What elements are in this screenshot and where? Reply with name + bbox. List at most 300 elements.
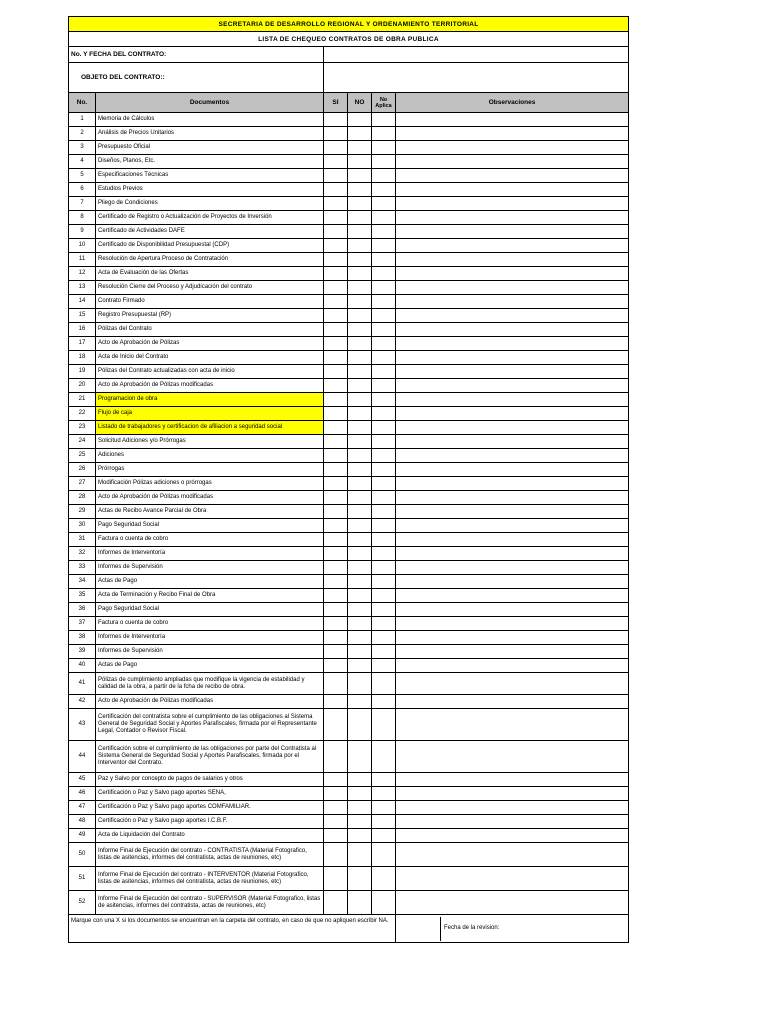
contract-object-label — [69, 63, 324, 93]
row-check-no[interactable] — [348, 575, 372, 589]
row-document: Modificación Pólizas adiciones o prórrogas — [96, 477, 324, 491]
table-row — [69, 589, 629, 603]
row-check-no[interactable] — [348, 421, 372, 435]
table-row — [69, 547, 629, 561]
row-number: 7 — [69, 197, 96, 211]
row-check-no-aplica[interactable] — [372, 617, 396, 631]
row-document: Especificaciones Técnicas — [96, 169, 324, 183]
table-row — [69, 225, 629, 239]
row-check-no[interactable] — [348, 449, 372, 463]
row-check-si[interactable] — [324, 843, 348, 867]
row-document: Estudios Previos — [96, 183, 324, 197]
row-check-si[interactable] — [324, 891, 348, 915]
row-document: Actas de Pago — [96, 659, 324, 673]
row-number: 32 — [69, 547, 96, 561]
row-check-no-aplica[interactable] — [372, 815, 396, 829]
row-check-si[interactable] — [324, 815, 348, 829]
row-check-no-aplica[interactable] — [372, 575, 396, 589]
row-check-si[interactable] — [324, 463, 348, 477]
row-check-si[interactable] — [324, 645, 348, 659]
row-check-si[interactable] — [324, 295, 348, 309]
row-check-no-aplica[interactable] — [372, 253, 396, 267]
table-row — [69, 709, 629, 741]
row-observaciones[interactable] — [396, 155, 629, 169]
table-row — [69, 155, 629, 169]
row-check-no[interactable] — [348, 239, 372, 253]
row-number: 12 — [69, 267, 96, 281]
row-check-no-aplica[interactable] — [372, 281, 396, 295]
row-check-no-aplica[interactable] — [372, 631, 396, 645]
row-observaciones[interactable] — [396, 211, 629, 225]
row-check-no-aplica[interactable] — [372, 323, 396, 337]
row-check-si[interactable] — [324, 603, 348, 617]
row-check-no-aplica[interactable] — [372, 659, 396, 673]
row-number: 43 — [69, 709, 96, 741]
row-check-si[interactable] — [324, 491, 348, 505]
row-check-no-aplica[interactable] — [372, 787, 396, 801]
row-number: 8 — [69, 211, 96, 225]
row-check-no-aplica[interactable] — [372, 393, 396, 407]
row-observaciones[interactable] — [396, 843, 629, 867]
row-number: 22 — [69, 407, 96, 421]
row-observaciones[interactable] — [396, 267, 629, 281]
row-observaciones[interactable] — [396, 337, 629, 351]
row-document: Resolución de Apertura Proceso de Contratación — [96, 253, 324, 267]
row-check-si[interactable] — [324, 393, 348, 407]
row-check-si[interactable] — [324, 709, 348, 741]
row-observaciones[interactable] — [396, 505, 629, 519]
row-check-no[interactable] — [348, 337, 372, 351]
footer-row — [69, 915, 629, 943]
row-check-no[interactable] — [348, 295, 372, 309]
row-check-si[interactable] — [324, 561, 348, 575]
row-check-no[interactable] — [348, 741, 372, 773]
row-number: 31 — [69, 533, 96, 547]
row-check-si[interactable] — [324, 829, 348, 843]
row-check-no-aplica[interactable] — [372, 197, 396, 211]
row-number: 39 — [69, 645, 96, 659]
row-check-no-aplica[interactable] — [372, 309, 396, 323]
row-number: 41 — [69, 673, 96, 695]
row-observaciones[interactable] — [396, 281, 629, 295]
row-document: Certificación o Paz y Salvo pago aportes SENA, — [96, 787, 324, 801]
row-check-si[interactable] — [324, 211, 348, 225]
row-observaciones[interactable] — [396, 645, 629, 659]
row-check-si[interactable] — [324, 253, 348, 267]
row-observaciones[interactable] — [396, 225, 629, 239]
row-check-no[interactable] — [348, 225, 372, 239]
row-check-no[interactable] — [348, 491, 372, 505]
list-title: LISTA DE CHEQUEO CONTRATOS DE OBRA PUBLICA — [69, 32, 629, 47]
row-document: Informes de Interventoría — [96, 547, 324, 561]
row-document: Memoria de Cálculos — [96, 113, 324, 127]
row-check-si[interactable] — [324, 169, 348, 183]
table-row — [69, 891, 629, 915]
table-row — [69, 197, 629, 211]
row-document: Programacion de obra — [96, 393, 324, 407]
row-check-no-aplica[interactable] — [372, 773, 396, 787]
row-document: Factura o cuenta de cobro — [96, 617, 324, 631]
row-check-no[interactable] — [348, 309, 372, 323]
row-document: Pólizas del Contrato actualizadas con acta de inicio — [96, 365, 324, 379]
row-observaciones[interactable] — [396, 659, 629, 673]
row-check-si[interactable] — [324, 505, 348, 519]
row-check-no-aplica[interactable] — [372, 421, 396, 435]
row-check-no-aplica[interactable] — [372, 337, 396, 351]
row-check-si[interactable] — [324, 183, 348, 197]
row-check-si[interactable] — [324, 695, 348, 709]
row-check-si[interactable] — [324, 547, 348, 561]
row-observaciones[interactable] — [396, 449, 629, 463]
row-observaciones[interactable] — [396, 365, 629, 379]
table-row — [69, 645, 629, 659]
checklist-sheet — [68, 16, 628, 943]
row-observaciones[interactable] — [396, 673, 629, 695]
row-check-si[interactable] — [324, 267, 348, 281]
row-check-no-aplica[interactable] — [372, 379, 396, 393]
row-number: 11 — [69, 253, 96, 267]
row-observaciones[interactable] — [396, 787, 629, 801]
table-row — [69, 843, 629, 867]
row-check-no[interactable] — [348, 631, 372, 645]
row-check-no-aplica[interactable] — [372, 741, 396, 773]
row-observaciones[interactable] — [396, 379, 629, 393]
row-check-si[interactable] — [324, 323, 348, 337]
table-row — [69, 113, 629, 127]
row-check-no-aplica[interactable] — [372, 491, 396, 505]
row-check-si[interactable] — [324, 309, 348, 323]
table-row — [69, 575, 629, 589]
row-observaciones[interactable] — [396, 891, 629, 915]
row-check-si[interactable] — [324, 127, 348, 141]
row-check-si[interactable] — [324, 239, 348, 253]
col-header-observaciones: Observaciones — [396, 93, 629, 113]
row-check-no-aplica[interactable] — [372, 435, 396, 449]
row-check-no[interactable] — [348, 113, 372, 127]
row-document: Certificación del contratista sobre el cumplimiento de las obligaciones al Sistema General de Seguridad Social y Aportes Parafiscales, firmada por el Representante Legal, Contador o Revisor Fiscal. — [96, 709, 324, 741]
table-row — [69, 393, 629, 407]
table-row — [69, 801, 629, 815]
row-check-si[interactable] — [324, 741, 348, 773]
row-document: Informes de Supervisión — [96, 561, 324, 575]
row-document: Informes de Interventoría — [96, 631, 324, 645]
table-row — [69, 617, 629, 631]
row-check-si[interactable] — [324, 407, 348, 421]
row-check-no[interactable] — [348, 183, 372, 197]
row-check-no-aplica[interactable] — [372, 867, 396, 891]
row-observaciones[interactable] — [396, 829, 629, 843]
row-check-no-aplica[interactable] — [372, 407, 396, 421]
row-check-si[interactable] — [324, 337, 348, 351]
row-check-no[interactable] — [348, 435, 372, 449]
row-check-no-aplica[interactable] — [372, 365, 396, 379]
row-check-no-aplica[interactable] — [372, 351, 396, 365]
row-document: Acto de Aprobación de Pólizas — [96, 337, 324, 351]
row-observaciones[interactable] — [396, 127, 629, 141]
row-check-si[interactable] — [324, 519, 348, 533]
table-row — [69, 815, 629, 829]
row-check-si[interactable] — [324, 533, 348, 547]
table-row — [69, 829, 629, 843]
row-check-no[interactable] — [348, 365, 372, 379]
row-check-no-aplica[interactable] — [372, 843, 396, 867]
row-check-no-aplica[interactable] — [372, 183, 396, 197]
row-check-no[interactable] — [348, 323, 372, 337]
row-document: Certificado de Registro o Actualización de Proyectos de Inversión — [96, 211, 324, 225]
row-document: Pólizas de cumplimiento ampliadas que modifique la vigencia de estabilidad y calidad de la obra, a partir de la fcha de recibo de obra. — [96, 673, 324, 695]
row-check-si[interactable] — [324, 673, 348, 695]
row-number: 40 — [69, 659, 96, 673]
row-check-no[interactable] — [348, 463, 372, 477]
row-number: 45 — [69, 773, 96, 787]
row-observaciones[interactable] — [396, 463, 629, 477]
table-row — [69, 773, 629, 787]
row-observaciones[interactable] — [396, 113, 629, 127]
row-check-si[interactable] — [324, 477, 348, 491]
row-check-si[interactable] — [324, 351, 348, 365]
row-check-no-aplica[interactable] — [372, 519, 396, 533]
row-number: 18 — [69, 351, 96, 365]
row-observaciones[interactable] — [396, 815, 629, 829]
row-check-si[interactable] — [324, 281, 348, 295]
row-document: Análisis de Precios Unitarios — [96, 127, 324, 141]
row-check-no[interactable] — [348, 561, 372, 575]
row-check-no[interactable] — [348, 891, 372, 915]
row-check-si[interactable] — [324, 631, 348, 645]
row-observaciones[interactable] — [396, 421, 629, 435]
row-observaciones[interactable] — [396, 351, 629, 365]
row-observaciones[interactable] — [396, 631, 629, 645]
row-check-no[interactable] — [348, 617, 372, 631]
table-row — [69, 741, 629, 773]
contract-object-field[interactable] — [324, 63, 629, 93]
row-number: 29 — [69, 505, 96, 519]
row-check-no[interactable] — [348, 773, 372, 787]
row-check-no[interactable] — [348, 407, 372, 421]
contract-number-label-text: No. Y FECHA DEL CONTRATO: — [71, 51, 167, 58]
row-check-no[interactable] — [348, 659, 372, 673]
row-check-si[interactable] — [324, 617, 348, 631]
row-document: Certificación o Paz y Salvo pago aportes I.C.B.F. — [96, 815, 324, 829]
row-observaciones[interactable] — [396, 295, 629, 309]
table-row — [69, 407, 629, 421]
table-row — [69, 183, 629, 197]
table-row — [69, 519, 629, 533]
row-check-no[interactable] — [348, 829, 372, 843]
row-observaciones[interactable] — [396, 533, 629, 547]
row-observaciones[interactable] — [396, 867, 629, 891]
row-number: 21 — [69, 393, 96, 407]
row-document: Factura o cuenta de cobro — [96, 533, 324, 547]
row-check-no[interactable] — [348, 351, 372, 365]
row-document: Registro Presupuestal (RP) — [96, 309, 324, 323]
row-document: Pago Seguridad Social — [96, 603, 324, 617]
row-check-no-aplica[interactable] — [372, 449, 396, 463]
row-check-no[interactable] — [348, 801, 372, 815]
row-check-no[interactable] — [348, 267, 372, 281]
row-observaciones[interactable] — [396, 519, 629, 533]
row-check-no-aplica[interactable] — [372, 127, 396, 141]
row-check-no[interactable] — [348, 253, 372, 267]
row-check-no-aplica[interactable] — [372, 505, 396, 519]
row-check-no-aplica[interactable] — [372, 141, 396, 155]
row-check-si[interactable] — [324, 141, 348, 155]
row-observaciones[interactable] — [396, 575, 629, 589]
row-check-no-aplica[interactable] — [372, 603, 396, 617]
row-check-no[interactable] — [348, 505, 372, 519]
row-check-no-aplica[interactable] — [372, 295, 396, 309]
table-row — [69, 379, 629, 393]
row-check-no[interactable] — [348, 673, 372, 695]
row-observaciones[interactable] — [396, 435, 629, 449]
row-observaciones[interactable] — [396, 603, 629, 617]
row-check-no[interactable] — [348, 519, 372, 533]
row-check-si[interactable] — [324, 449, 348, 463]
row-check-si[interactable] — [324, 867, 348, 891]
row-check-no[interactable] — [348, 709, 372, 741]
row-check-no[interactable] — [348, 141, 372, 155]
row-check-si[interactable] — [324, 113, 348, 127]
row-number: 3 — [69, 141, 96, 155]
row-check-no[interactable] — [348, 589, 372, 603]
row-check-no-aplica[interactable] — [372, 211, 396, 225]
row-observaciones[interactable] — [396, 477, 629, 491]
row-observaciones[interactable] — [396, 491, 629, 505]
row-observaciones[interactable] — [396, 589, 629, 603]
row-check-si[interactable] — [324, 379, 348, 393]
table-row — [69, 127, 629, 141]
row-check-no[interactable] — [348, 603, 372, 617]
row-observaciones[interactable] — [396, 709, 629, 741]
row-check-no[interactable] — [348, 393, 372, 407]
org-title: SECRETARIA DE DESARROLLO REGIONAL Y ORDENAMIENTO TERRITORIAL — [69, 17, 629, 32]
row-check-no-aplica[interactable] — [372, 477, 396, 491]
row-check-no-aplica[interactable] — [372, 533, 396, 547]
row-document: Presupuesto Oficial — [96, 141, 324, 155]
row-observaciones[interactable] — [396, 617, 629, 631]
row-check-no-aplica[interactable] — [372, 239, 396, 253]
row-check-no[interactable] — [348, 547, 372, 561]
row-check-no-aplica[interactable] — [372, 113, 396, 127]
row-observaciones[interactable] — [396, 141, 629, 155]
row-check-no-aplica[interactable] — [372, 801, 396, 815]
row-observaciones[interactable] — [396, 695, 629, 709]
row-check-no-aplica[interactable] — [372, 169, 396, 183]
row-observaciones[interactable] — [396, 323, 629, 337]
row-document: Actas de Pago — [96, 575, 324, 589]
row-check-si[interactable] — [324, 589, 348, 603]
row-observaciones[interactable] — [396, 239, 629, 253]
row-document: Paz y Salvo por concepto de pagos de salarios y otros — [96, 773, 324, 787]
row-check-no[interactable] — [348, 815, 372, 829]
col-header-documents: Documentos — [96, 93, 324, 113]
row-observaciones[interactable] — [396, 801, 629, 815]
row-check-no[interactable] — [348, 645, 372, 659]
row-observaciones[interactable] — [396, 741, 629, 773]
row-check-no[interactable] — [348, 533, 372, 547]
row-document: Pago Seguridad Social — [96, 519, 324, 533]
contract-number-field[interactable] — [324, 47, 629, 63]
row-check-no[interactable] — [348, 281, 372, 295]
row-check-no-aplica[interactable] — [372, 561, 396, 575]
row-observaciones[interactable] — [396, 407, 629, 421]
row-observaciones[interactable] — [396, 183, 629, 197]
row-check-no[interactable] — [348, 211, 372, 225]
table-row — [69, 295, 629, 309]
row-number: 20 — [69, 379, 96, 393]
row-number: 37 — [69, 617, 96, 631]
row-check-no-aplica[interactable] — [372, 695, 396, 709]
row-check-no-aplica[interactable] — [372, 709, 396, 741]
row-observaciones[interactable] — [396, 197, 629, 211]
row-observaciones[interactable] — [396, 547, 629, 561]
row-check-no[interactable] — [348, 197, 372, 211]
row-number: 47 — [69, 801, 96, 815]
row-check-no[interactable] — [348, 155, 372, 169]
row-check-si[interactable] — [324, 659, 348, 673]
table-row — [69, 631, 629, 645]
row-number: 50 — [69, 843, 96, 867]
row-number: 25 — [69, 449, 96, 463]
row-check-no[interactable] — [348, 787, 372, 801]
row-check-si[interactable] — [324, 801, 348, 815]
row-document: Acta de Liquidación del Contrato — [96, 829, 324, 843]
row-check-si[interactable] — [324, 225, 348, 239]
row-check-no[interactable] — [348, 169, 372, 183]
row-check-si[interactable] — [324, 155, 348, 169]
table-row — [69, 365, 629, 379]
row-check-si[interactable] — [324, 575, 348, 589]
row-number: 16 — [69, 323, 96, 337]
row-check-no-aplica[interactable] — [372, 673, 396, 695]
row-check-no[interactable] — [348, 127, 372, 141]
row-check-si[interactable] — [324, 773, 348, 787]
row-check-si[interactable] — [324, 197, 348, 211]
row-check-no-aplica[interactable] — [372, 547, 396, 561]
row-check-si[interactable] — [324, 365, 348, 379]
row-check-no[interactable] — [348, 843, 372, 867]
row-check-no[interactable] — [348, 379, 372, 393]
row-check-no-aplica[interactable] — [372, 829, 396, 843]
row-number: 4 — [69, 155, 96, 169]
row-document: Listado de trabajadores y certificacion de afiliacion a seguridad social — [96, 421, 324, 435]
row-observaciones[interactable] — [396, 253, 629, 267]
row-observaciones[interactable] — [396, 309, 629, 323]
row-check-no-aplica[interactable] — [372, 645, 396, 659]
row-check-no-aplica[interactable] — [372, 225, 396, 239]
table-row — [69, 169, 629, 183]
row-check-si[interactable] — [324, 435, 348, 449]
row-observaciones[interactable] — [396, 393, 629, 407]
row-check-no-aplica[interactable] — [372, 267, 396, 281]
row-check-no-aplica[interactable] — [372, 891, 396, 915]
row-check-si[interactable] — [324, 787, 348, 801]
row-check-si[interactable] — [324, 421, 348, 435]
row-observaciones[interactable] — [396, 773, 629, 787]
row-check-no[interactable] — [348, 477, 372, 491]
table-row — [69, 673, 629, 695]
row-observaciones[interactable] — [396, 561, 629, 575]
row-number: 2 — [69, 127, 96, 141]
row-check-no[interactable] — [348, 695, 372, 709]
row-check-no-aplica[interactable] — [372, 589, 396, 603]
row-check-no-aplica[interactable] — [372, 155, 396, 169]
row-document: Certificado de Actividades DAFE — [96, 225, 324, 239]
row-check-no-aplica[interactable] — [372, 463, 396, 477]
table-row — [69, 239, 629, 253]
row-observaciones[interactable] — [396, 169, 629, 183]
row-check-no[interactable] — [348, 867, 372, 891]
